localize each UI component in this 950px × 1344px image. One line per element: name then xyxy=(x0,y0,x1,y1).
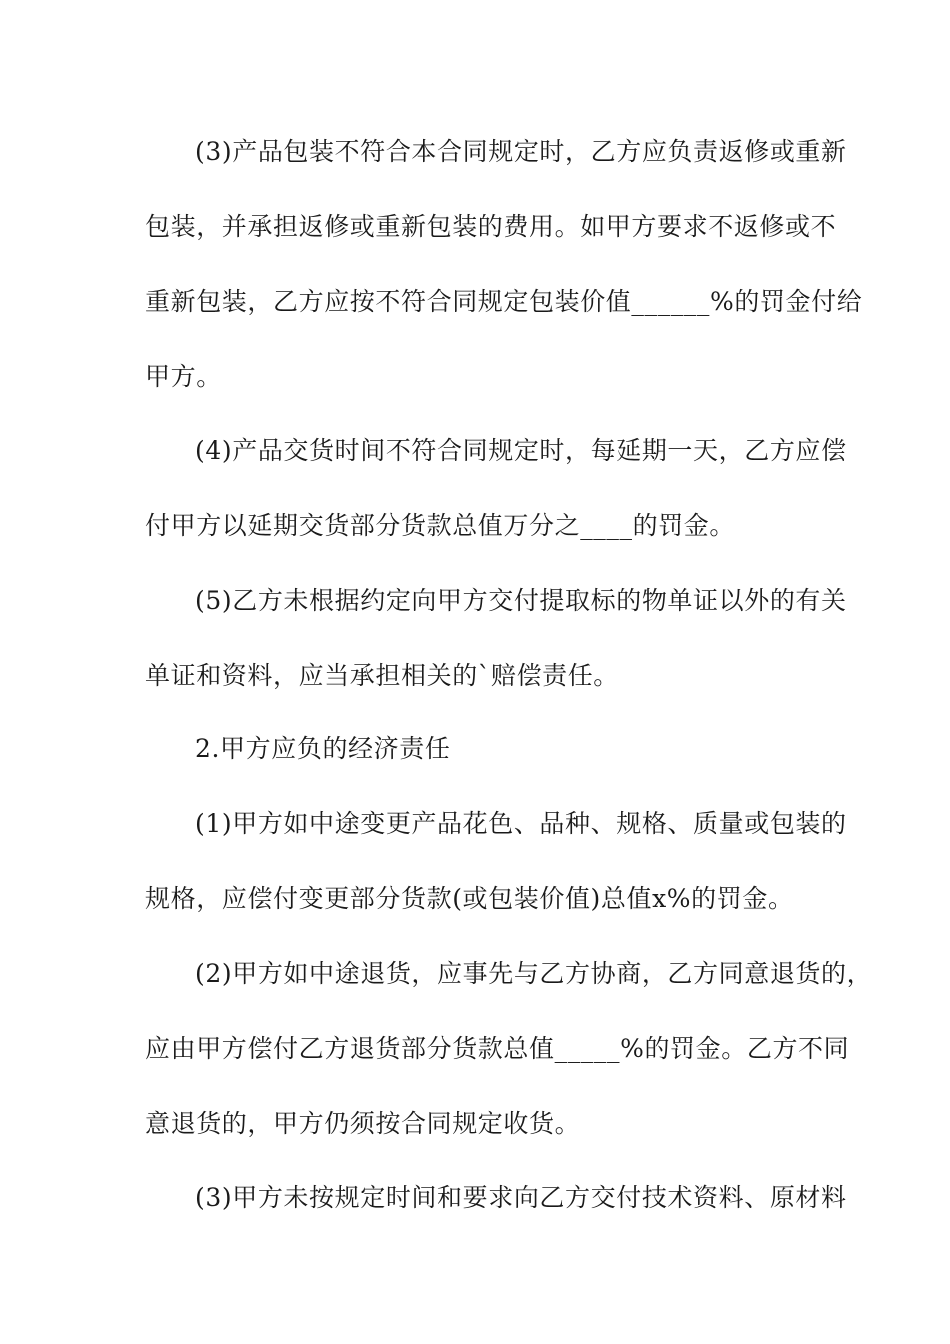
paragraph-line: 甲方。 xyxy=(145,362,222,391)
paragraph-line: (1)甲方如中途变更产品花色、品种、规格、质量或包装的 xyxy=(195,809,847,838)
paragraph-line: 重新包装，乙方应按不符合同规定包装价值______%的罚金付给 xyxy=(145,287,863,316)
paragraph-line: (2)甲方如中途退货，应事先与乙方协商，乙方同意退货的， xyxy=(195,959,873,988)
paragraph-line: 单证和资料，应当承担相关的`赔偿责任。 xyxy=(145,661,619,690)
section-heading: 2.甲方应负的经济责任 xyxy=(195,734,451,763)
paragraph-line: 意退货的，甲方仍须按合同规定收货。 xyxy=(145,1109,581,1138)
paragraph-line: 应由甲方偿付乙方退货部分货款总值_____%的罚金。乙方不同 xyxy=(145,1034,850,1063)
paragraph-line: (3)甲方未按规定时间和要求向乙方交付技术资料、原材料 xyxy=(195,1183,847,1212)
paragraph-line: 规格，应偿付变更部分货款(或包装价值)总值x%的罚金。 xyxy=(145,884,794,913)
paragraph-line: (3)产品包装不符合本合同规定时，乙方应负责返修或重新 xyxy=(195,137,847,166)
paragraph-line: (4)产品交货时间不符合同规定时，每延期一天，乙方应偿 xyxy=(195,436,847,465)
paragraph-line: 包装，并承担返修或重新包装的费用。如甲方要求不返修或不 xyxy=(145,212,837,241)
paragraph-line: (5)乙方未根据约定向甲方交付提取标的物单证以外的有关 xyxy=(195,586,847,615)
paragraph-line: 付甲方以延期交货部分货款总值万分之____的罚金。 xyxy=(145,511,736,540)
